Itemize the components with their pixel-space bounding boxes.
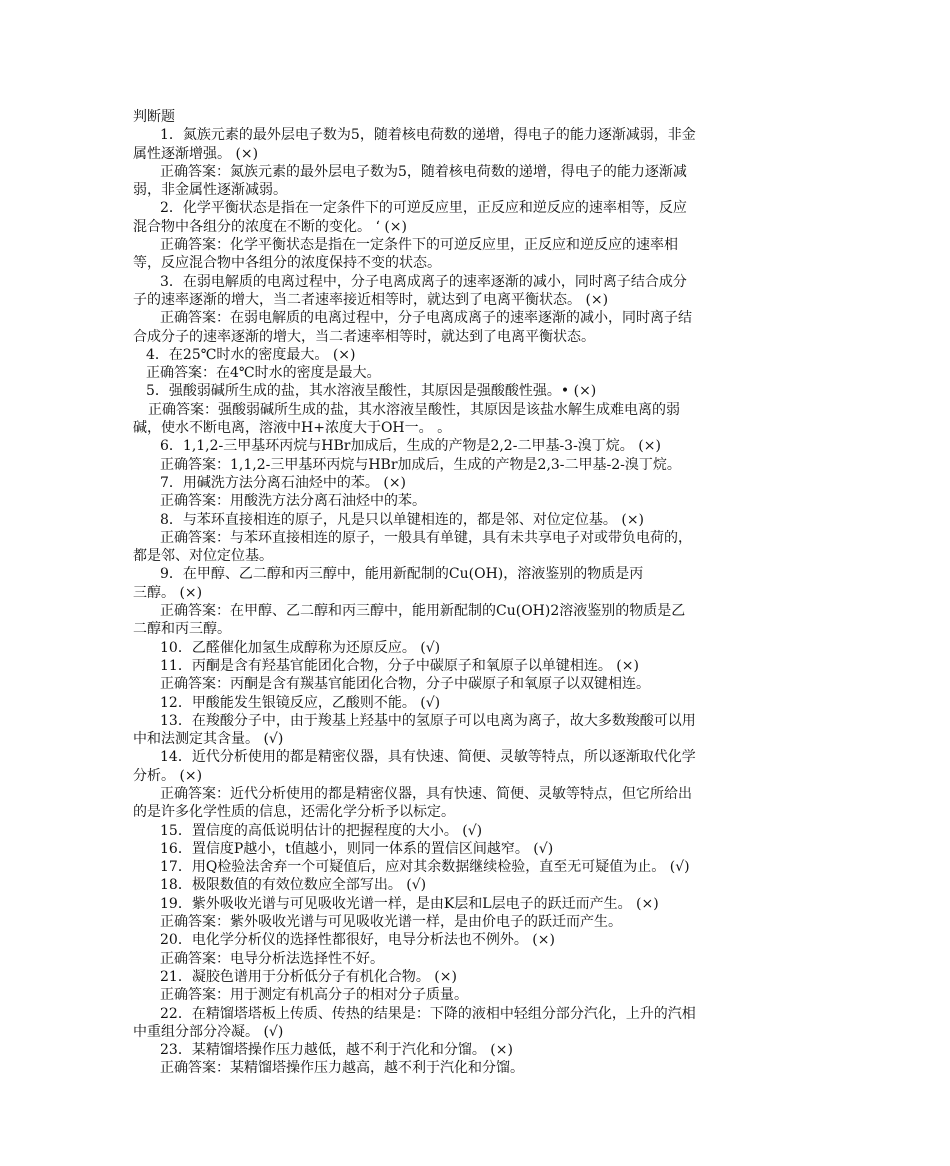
text-line: 正确答案：化学平衡状态是指在一定条件下的可逆反应里，正反应和逆反应的速率相 xyxy=(160,237,678,254)
text-line: 合成分子的速率逐渐的增大，当二者速率相等时，就达到了电离平衡状态。 xyxy=(133,328,595,345)
text-line: 18．极限数值的有效位数应全部写出。 (√) xyxy=(160,877,427,894)
text-line: 21．凝胶色谱用于分析低分子有机化合物。 (×) xyxy=(160,968,457,985)
text-line: 20．电化学分析仪的选择性都很好，电导分析法也不例外。 (×) xyxy=(160,932,555,949)
text-line: 碱，使水不断电离，溶液中H+浓度大于OH一。 。 xyxy=(133,420,452,437)
text-line: 13．在羧酸分子中，由于羧基上羟基中的氢原子可以电离为离子，故大多数羧酸可以用 xyxy=(160,712,696,729)
text-line: 二醇和丙三醇。 xyxy=(133,621,231,638)
text-line: 正确答案：强酸弱碱所生成的盐，其水溶液呈酸性，其原因是该盐水解生成难电离的弱 xyxy=(148,401,680,418)
text-line: 分析。 (×) xyxy=(133,767,203,784)
text-line: 正确答案：用酸洗方法分离石油烃中的苯。 xyxy=(160,493,426,510)
text-line: 15．置信度的高低说明估计的把握程度的大小。 (√) xyxy=(160,822,483,839)
text-line: 正确答案：丙酮是含有羰基官能团化合物，分子中碳原子和氧原子以双键相连。 xyxy=(160,676,650,693)
text-line: 9．在甲醇、乙二醇和丙三醇中，能用新配制的Cu(OH)，溶液鉴别的物质是丙 xyxy=(160,566,644,583)
text-line: 正确答案：在弱电解质的电离过程中，分子电离成离子的速率逐渐的减小，同时离子结 xyxy=(160,310,692,327)
text-line: 12．甲酸能发生银镜反应，乙酸则不能。 (√) xyxy=(160,694,441,711)
text-line: 22．在精馏塔塔板上传质、传热的结果是：下降的液相中轻组分部分汽化，上升的汽相 xyxy=(160,1005,696,1022)
text-line: 中重组分部分冷凝。 (√) xyxy=(133,1023,284,1040)
text-line: 16．置信度P越小，t值越小，则同一体系的置信区间越窄。 (√) xyxy=(160,840,554,857)
text-line: 8．与苯环直接相连的原子，凡是只以单键相连的，都是邻、对位定位基。 (×) xyxy=(160,511,645,528)
text-line: 等，反应混合物中各组分的浓度保持不变的状态。 xyxy=(133,255,441,272)
text-line: 2．化学平衡状态是指在一定条件下的可逆反应里，正反应和逆反应的速率相等，反应 xyxy=(160,200,687,217)
text-line: 17．用Q检验法舍弃一个可疑值后，应对其余数据继续检验，直至无可疑值为止。 (√) xyxy=(160,859,690,876)
text-line: 混合物中各组分的浓度在不断的变化。 ‘ (×) xyxy=(133,218,408,235)
text-line: 正确答案：1,1,2-三甲基环丙烷与HBr加成后，生成的产物是2,3-二甲基-2-溴丁烷。 xyxy=(160,456,681,473)
text-line: 7．用碱洗方法分离石油烃中的苯。 (×) xyxy=(160,474,407,491)
text-line: 11．丙酮是含有羟基官能团化合物，分子中碳原子和氧原子以单键相连。 (×) xyxy=(160,657,639,674)
text-line: 10．乙醛催化加氢生成醇称为还原反应。 (√) xyxy=(160,639,441,656)
text-line: 正确答案：在甲醇、乙二醇和丙三醇中，能用新配制的Cu(OH)2溶液鉴别的物质是乙 xyxy=(160,603,686,620)
text-line: 6．1,1,2-三甲基环丙烷与HBr加成后，生成的产物是2,2-二甲基-3-溴丁烷。 (×) xyxy=(160,438,661,455)
text-line: 子的速率逐渐的增大，当二者速率接近相等时，就达到了电离平衡状态。 (×) xyxy=(133,291,609,308)
text-line: 1．氮族元素的最外层电子数为5，随着核电荷数的递增，得电子的能力逐渐减弱，非金 xyxy=(160,127,696,144)
text-line: 5．强酸弱碱所生成的盐，其水溶液呈酸性，其原因是强酸酸性强。• (×) xyxy=(146,383,597,400)
text-line: 正确答案：用于测定有机高分子的相对分子质量。 xyxy=(160,987,468,1004)
question-list xyxy=(133,126,813,1077)
text-line: 三醇。 (×) xyxy=(133,584,203,601)
text-line: 正确答案：在4℃时水的密度是最大。 xyxy=(146,365,381,382)
text-line: 正确答案：紫外吸收光谱与可见吸收光谱一样，是由价电子的跃迁而产生。 xyxy=(160,914,622,931)
text-line: 弱，非金属性逐渐减弱。 xyxy=(133,182,287,199)
text-line: 4．在25℃时水的密度最大。 (×) xyxy=(146,346,356,363)
text-line: 的是许多化学性质的信息，还需化学分析予以标定。 xyxy=(133,804,455,821)
text-line: 正确答案：电导分析法选择性不好。 xyxy=(160,950,384,967)
section-title: 判断题 xyxy=(133,109,175,125)
document-body xyxy=(133,108,813,1078)
text-line: 14．近代分析使用的都是精密仪器，具有快速、简便、灵敏等特点，所以逐渐取代化学 xyxy=(160,749,696,766)
text-line: 3．在弱电解质的电离过程中，分子电离成离子的速率逐渐的减小，同时离子结合成分 xyxy=(160,273,687,290)
text-line: 23．某精馏塔操作压力越低，越不利于汽化和分馏。 (×) xyxy=(160,1042,513,1059)
text-line: 正确答案：某精馏塔操作压力越高，越不利于汽化和分馏。 xyxy=(160,1060,524,1077)
text-line: 都是邻、对位定位基。 xyxy=(133,548,273,565)
text-line: 19．紫外吸收光谱与可见吸收光谱一样，是由K层和L层电子的跃迁而产生。 (×) xyxy=(160,895,659,912)
text-line: 正确答案：近代分析使用的都是精密仪器，具有快速、简便、灵敏等特点，但它所给出 xyxy=(160,785,692,802)
text-line: 中和法测定其含量。 (√) xyxy=(133,731,284,748)
text-line: 属性逐渐增强。 (×) xyxy=(133,145,259,162)
text-line: 正确答案：与苯环直接相连的原子，一般具有单键，具有未共享电子对或带负电荷的， xyxy=(160,529,692,546)
text-line: 正确答案：氮族元素的最外层电子数为5，随着核电荷数的递增，得电子的能力逐渐减 xyxy=(160,163,687,180)
